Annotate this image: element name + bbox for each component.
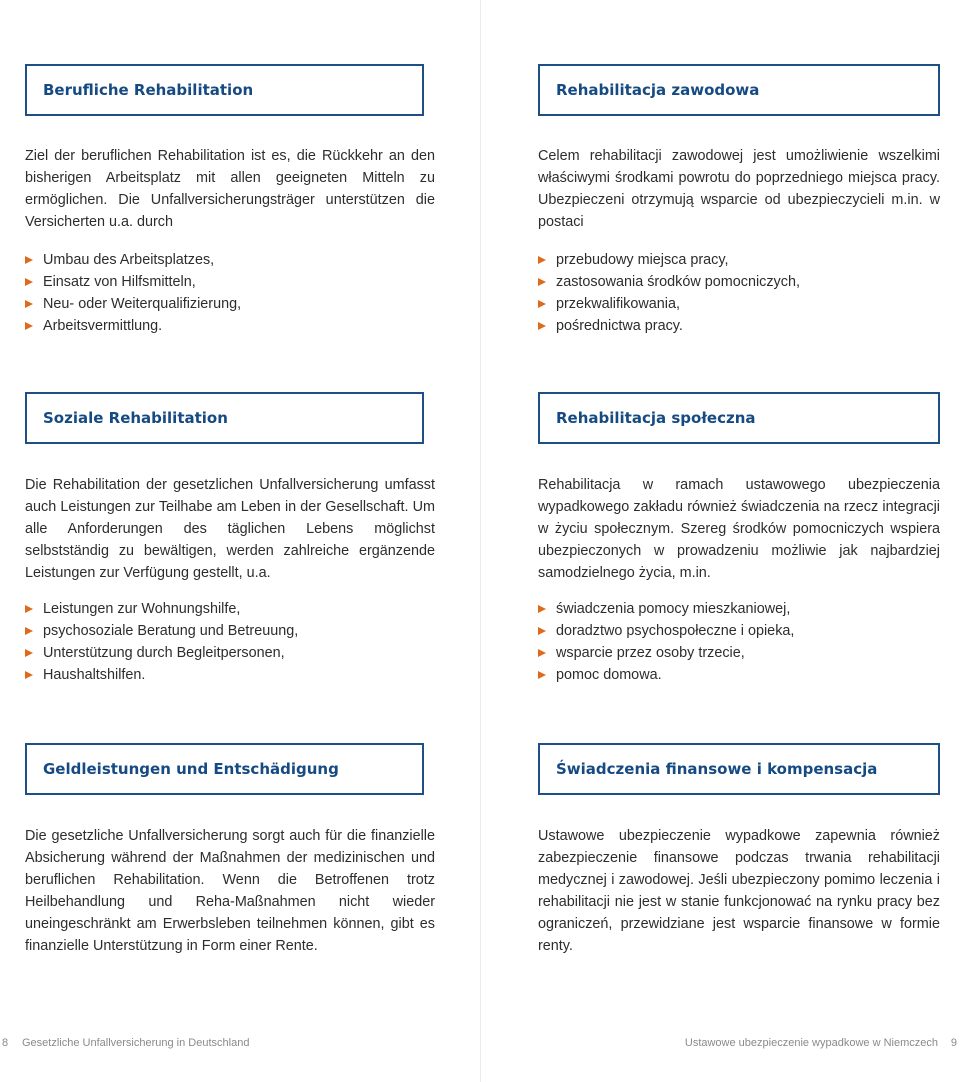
section-heading: Rehabilitacja zawodowa: [556, 81, 760, 99]
list-item: pomoc domowa.: [538, 664, 940, 686]
list-item: świadczenia pomocy mieszkaniowej,: [538, 598, 940, 620]
section-soziale-rehabilitation: [25, 392, 435, 686]
section-heading-box: [25, 743, 424, 795]
bullet-list: [25, 249, 435, 337]
bullet-list: [25, 598, 435, 686]
triangle-bullet-icon: [25, 322, 33, 330]
list-item: zastosowania środków pomocniczych,: [538, 271, 940, 293]
triangle-bullet-icon: [25, 627, 33, 635]
section-heading-box: [25, 64, 424, 116]
footer-right-page-number: 9: [950, 1037, 957, 1049]
section-heading-box: [538, 392, 940, 444]
list-item: doradztwo psychospołeczne i opieka,: [538, 620, 940, 642]
section-paragraph: Celem rehabilitacji zawodowej jest umożliwienie wszelkimi właściwymi środkami powrotu do poprzedniego miejsca pracy. Ubezpieczeni otrzymują wsparcie od ubezpieczycieli m.in. w postaci: [538, 148, 940, 230]
section-heading: Berufliche Rehabilitation: [43, 81, 254, 99]
triangle-bullet-icon: [538, 605, 546, 613]
section-heading-box: [538, 64, 940, 116]
section-paragraph: Die Rehabilitation der gesetzlichen Unfallversicherung umfasst auch Leistungen zur Teilhabe am Leben in der Gesellschaft. Um alle Anforderungen des täglichen Lebens möglichst selbstständig zu bewältigen, werden zahlreiche ergänzende Leistungen zur Verfügung gestellt, u.a.: [25, 477, 435, 581]
list-item: Leistungen zur Wohnungshilfe,: [25, 598, 435, 620]
section-heading-box: [25, 392, 424, 444]
section-paragraph: Rehabilitacja w ramach ustawowego ubezpieczenia wypadkowego zakładu również świadczenia na rzecz integracji w życiu społecznym. Szereg środków pomocniczych wspiera ubezpieczonych w prowadzeniu możliwie jak najbardziej samodzielnego życia, m.in.: [538, 477, 940, 581]
triangle-bullet-icon: [25, 605, 33, 613]
triangle-bullet-icon: [25, 649, 33, 657]
triangle-bullet-icon: [538, 649, 546, 657]
section-berufliche-rehabilitation: [25, 64, 435, 337]
section-heading: Rehabilitacja społeczna: [556, 409, 756, 427]
section-heading: Soziale Rehabilitation: [43, 409, 228, 427]
section-swiadczenia-finansowe: [538, 743, 940, 957]
section-rehabilitacja-zawodowa: [538, 64, 940, 337]
section-heading: Świadczenia finansowe i kompensacja: [556, 760, 878, 778]
triangle-bullet-icon: [538, 627, 546, 635]
list-item: psychosoziale Beratung und Betreuung,: [25, 620, 435, 642]
list-item: Unterstützung durch Begleitpersonen,: [25, 642, 435, 664]
section-heading: Geldleistungen und Entschädigung: [43, 760, 339, 778]
list-item: przebudowy miejsca pracy,: [538, 249, 940, 271]
bullet-list: [538, 249, 940, 337]
triangle-bullet-icon: [25, 256, 33, 264]
triangle-bullet-icon: [538, 671, 546, 679]
section-paragraph: Ustawowe ubezpieczenie wypadkowe zapewnia również zabezpieczenie finansowe podczas trwania rehabilitacji medycznej i zawodowej. Jeśli ubezpieczony pomimo leczenia i rehabilitacji nie jest w stanie funkcjonować na rynku pracy bez ograniczeń, przewidziane jest wsparcie finansowe w formie renty.: [538, 828, 940, 954]
section-heading-box: [538, 743, 940, 795]
triangle-bullet-icon: [25, 671, 33, 679]
section-rehabilitacja-spoleczna: [538, 392, 940, 686]
section-paragraph: Ziel der beruflichen Rehabilitation ist es, die Rückkehr an den bisherigen Arbeitsplatz mit allen geeigneten Mitteln zu ermöglichen. Die Unfallversicherungsträger unterstützen die Versicherten u.a. durch: [25, 148, 435, 230]
triangle-bullet-icon: [25, 300, 33, 308]
section-paragraph: Die gesetzliche Unfallversicherung sorgt auch für die finanzielle Absicherung während der Maßnahmen der medizinischen und beruflichen Rehabilitation. Wenn die Betroffenen trotz Heilbehandlung und Reha-Maßnahmen nicht wieder uneingeschränkt am Erwerbsleben teilnehmen können, gibt es finanzielle Unterstützung in Form einer Rente.: [25, 828, 435, 954]
list-item: przekwalifikowania,: [538, 293, 940, 315]
triangle-bullet-icon: [538, 322, 546, 330]
footer-right-title: Ustawowe ubezpieczenie wypadkowe w Niemczech: [684, 1037, 938, 1049]
triangle-bullet-icon: [538, 278, 546, 286]
list-item: pośrednictwa pracy.: [538, 315, 940, 337]
list-item: Umbau des Arbeitsplatzes,: [25, 249, 435, 271]
footer-left-title: Gesetzliche Unfallversicherung in Deutschland: [22, 1037, 250, 1049]
triangle-bullet-icon: [538, 256, 546, 264]
triangle-bullet-icon: [538, 300, 546, 308]
list-item: Neu- oder Weiterqualifizierung,: [25, 293, 435, 315]
page-spine: [480, 0, 481, 1082]
section-geldleistungen: [25, 743, 435, 957]
list-item: Haushaltshilfen.: [25, 664, 435, 686]
triangle-bullet-icon: [25, 278, 33, 286]
list-item: Arbeitsvermittlung.: [25, 315, 435, 337]
list-item: Einsatz von Hilfsmitteln,: [25, 271, 435, 293]
footer-left-page-number: 8: [2, 1037, 9, 1049]
list-item: wsparcie przez osoby trzecie,: [538, 642, 940, 664]
bullet-list: [538, 598, 940, 686]
